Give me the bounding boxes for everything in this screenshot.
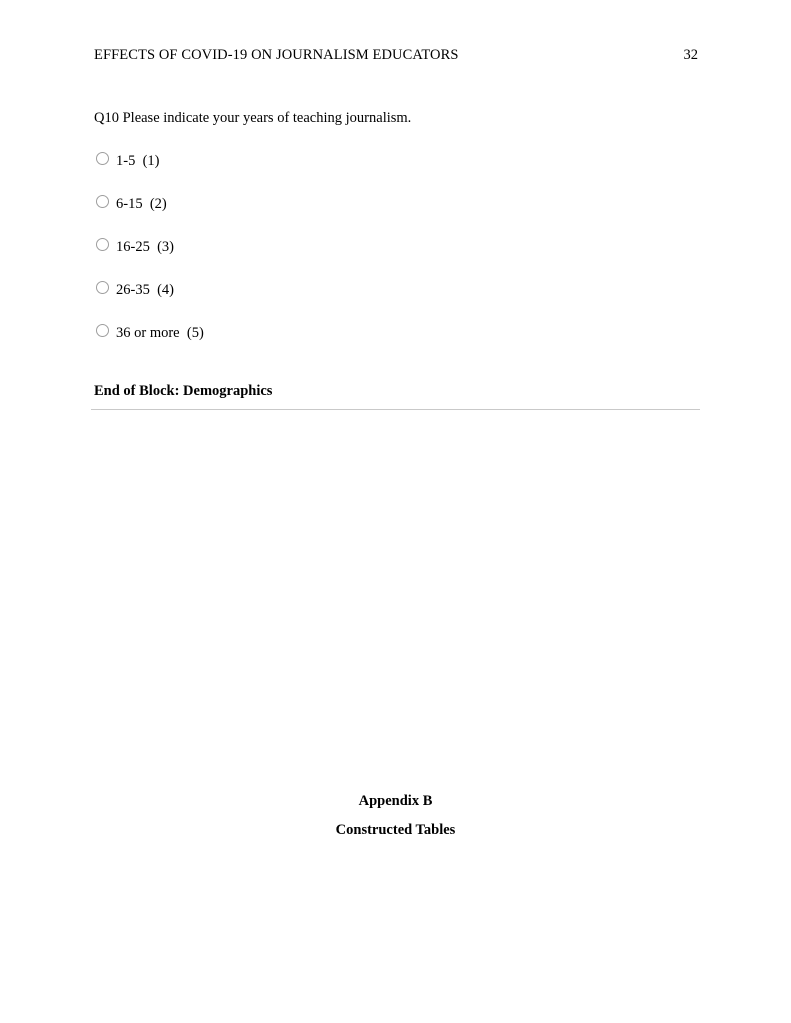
appendix-subtitle: Constructed Tables [335,822,456,838]
radio-button-icon[interactable] [96,324,109,337]
page-header [94,47,698,67]
radio-button-icon[interactable] [96,195,109,208]
option-label: 1-5 (1) [116,153,160,169]
option-label: 26-35 (4) [116,282,174,298]
option-label: 36 or more (5) [116,325,204,341]
end-of-block-label: End of Block: Demographics [94,383,273,399]
page-number: 32 [683,47,698,63]
running-head: EFFECTS OF COVID-19 ON JOURNALISM EDUCATORS [94,47,459,63]
radio-button-icon[interactable] [96,152,109,165]
option-label: 6-15 (2) [116,196,167,212]
radio-button-icon[interactable] [96,238,109,251]
appendix-title: Appendix B [358,793,433,809]
question-text: Q10 Please indicate your years of teaching journalism. [94,110,412,126]
option-label: 16-25 (3) [116,239,174,255]
block-divider [91,409,700,410]
radio-button-icon[interactable] [96,281,109,294]
